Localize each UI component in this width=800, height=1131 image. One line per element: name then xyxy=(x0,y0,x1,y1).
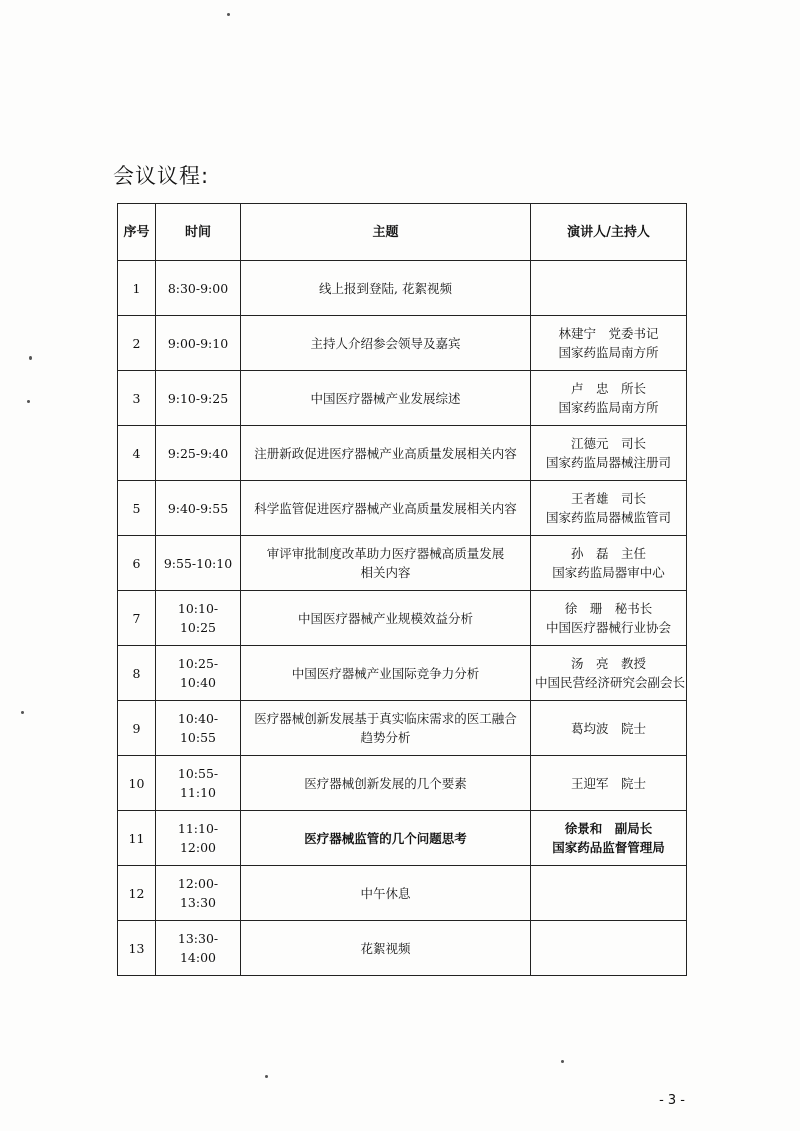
row-speaker xyxy=(531,426,687,481)
speaker-line: 国家药监局器械监管司 xyxy=(545,510,671,525)
scan-speck xyxy=(27,400,30,403)
row-speaker xyxy=(531,261,687,316)
row-time: 9:10-9:25 xyxy=(156,371,241,426)
agenda-row xyxy=(118,591,687,646)
scan-speck xyxy=(29,356,32,360)
header-topic: 主题 xyxy=(241,204,531,261)
row-time: 8:30-9:00 xyxy=(156,261,241,316)
speaker-line: 卢 忠 所长 xyxy=(570,381,646,396)
row-speaker xyxy=(531,921,687,976)
agenda-row xyxy=(118,261,687,316)
agenda-row xyxy=(118,481,687,536)
speaker-line: 中国民营经济研究会副会长 xyxy=(535,675,686,690)
speaker-line: 国家药品监督管理局 xyxy=(552,840,665,855)
agenda-row xyxy=(118,316,687,371)
topic-line: 中国医疗器械产业发展综述 xyxy=(310,390,461,406)
row-topic xyxy=(241,756,531,811)
row-speaker xyxy=(531,811,687,866)
row-number: 11 xyxy=(118,811,156,866)
agenda-body xyxy=(118,261,687,976)
speaker-line: 王者雄 司长 xyxy=(570,491,646,506)
row-speaker xyxy=(531,316,687,371)
row-speaker xyxy=(531,536,687,591)
row-time: 9:25-9:40 xyxy=(156,426,241,481)
row-speaker xyxy=(531,866,687,921)
row-topic xyxy=(241,261,531,316)
scan-speck xyxy=(265,1075,268,1078)
row-time: 10:40-10:55 xyxy=(156,701,241,756)
row-number: 2 xyxy=(118,316,156,371)
row-speaker xyxy=(531,646,687,701)
speaker-line: 国家药监局南方所 xyxy=(558,400,659,415)
speaker-line: 国家药监局器械注册司 xyxy=(545,455,671,470)
speaker-line: 徐 珊 秘书长 xyxy=(564,601,653,616)
speaker-line: 国家药监局器审中心 xyxy=(552,565,665,580)
speaker-line: 王迎军 院士 xyxy=(570,775,646,791)
scan-speck xyxy=(21,711,24,714)
agenda-header-row xyxy=(118,204,687,261)
row-number: 10 xyxy=(118,756,156,811)
row-time: 9:40-9:55 xyxy=(156,481,241,536)
row-time: 9:00-9:10 xyxy=(156,316,241,371)
row-topic xyxy=(241,701,531,756)
agenda-row xyxy=(118,536,687,591)
row-topic xyxy=(241,426,531,481)
row-time: 11:10-12:00 xyxy=(156,811,241,866)
scan-speck xyxy=(227,13,230,16)
speaker-line: 中国医疗器械行业协会 xyxy=(545,620,671,635)
header-time: 时间 xyxy=(156,204,241,261)
row-number: 13 xyxy=(118,921,156,976)
row-time: 10:55-11:10 xyxy=(156,756,241,811)
agenda-row xyxy=(118,371,687,426)
agenda-row xyxy=(118,811,687,866)
topic-line: 审评审批制度改革助力医疗器械高质量发展 xyxy=(266,546,505,561)
row-number: 3 xyxy=(118,371,156,426)
row-topic xyxy=(241,866,531,921)
row-number: 1 xyxy=(118,261,156,316)
row-topic xyxy=(241,591,531,646)
speaker-line: 汤 亮 教授 xyxy=(570,656,646,671)
speaker-line: 国家药监局南方所 xyxy=(558,345,659,360)
agenda-row xyxy=(118,701,687,756)
row-number: 9 xyxy=(118,701,156,756)
row-speaker xyxy=(531,701,687,756)
row-speaker xyxy=(531,371,687,426)
speaker-line: 江德元 司长 xyxy=(570,436,646,451)
topic-line: 相关内容 xyxy=(360,565,411,580)
page-number: - 3 - xyxy=(659,1093,685,1108)
topic-line: 趋势分析 xyxy=(360,730,411,745)
row-time: 10:10-10:25 xyxy=(156,591,241,646)
agenda-row xyxy=(118,426,687,481)
row-number: 4 xyxy=(118,426,156,481)
speaker-line: 葛均波 院士 xyxy=(570,720,646,736)
row-speaker xyxy=(531,756,687,811)
agenda-row xyxy=(118,921,687,976)
topic-line: 中国医疗器械产业国际竞争力分析 xyxy=(291,665,480,681)
agenda-heading: 会议议程: xyxy=(113,164,210,188)
agenda-table xyxy=(117,203,687,976)
header-speaker: 演讲人/主持人 xyxy=(531,204,687,261)
row-speaker xyxy=(531,481,687,536)
row-number: 5 xyxy=(118,481,156,536)
agenda-row xyxy=(118,646,687,701)
topic-line: 主持人介绍参会领导及嘉宾 xyxy=(310,335,461,351)
topic-line: 线上报到登陆, 花絮视频 xyxy=(319,280,452,296)
speaker-line: 孙 磊 主任 xyxy=(570,546,646,561)
row-topic xyxy=(241,481,531,536)
agenda-row xyxy=(118,866,687,921)
topic-line: 科学监管促进医疗器械产业高质量发展相关内容 xyxy=(254,500,517,516)
row-topic xyxy=(241,921,531,976)
topic-line: 中午休息 xyxy=(360,885,411,901)
agenda-row xyxy=(118,756,687,811)
row-number: 12 xyxy=(118,866,156,921)
row-topic xyxy=(241,646,531,701)
speaker-line: 徐景和 副局长 xyxy=(564,821,653,836)
topic-line: 医疗器械创新发展的几个要素 xyxy=(304,775,467,791)
header-no: 序号 xyxy=(118,204,156,261)
topic-line: 花絮视频 xyxy=(360,940,411,956)
row-time: 9:55-10:10 xyxy=(156,536,241,591)
topic-line: 中国医疗器械产业规模效益分析 xyxy=(297,610,473,626)
row-number: 7 xyxy=(118,591,156,646)
row-time: 13:30-14:00 xyxy=(156,921,241,976)
topic-line: 医疗器械创新发展基于真实临床需求的医工融合 xyxy=(254,711,517,726)
row-number: 8 xyxy=(118,646,156,701)
row-time: 12:00-13:30 xyxy=(156,866,241,921)
row-topic xyxy=(241,316,531,371)
scan-speck xyxy=(561,1060,564,1063)
row-topic xyxy=(241,371,531,426)
row-topic xyxy=(241,536,531,591)
row-time: 10:25-10:40 xyxy=(156,646,241,701)
speaker-line: 林建宁 党委书记 xyxy=(558,326,659,341)
row-topic xyxy=(241,811,531,866)
row-speaker xyxy=(531,591,687,646)
topic-line: 注册新政促进医疗器械产业高质量发展相关内容 xyxy=(254,445,517,461)
row-number: 6 xyxy=(118,536,156,591)
topic-line: 医疗器械监管的几个问题思考 xyxy=(304,830,467,846)
